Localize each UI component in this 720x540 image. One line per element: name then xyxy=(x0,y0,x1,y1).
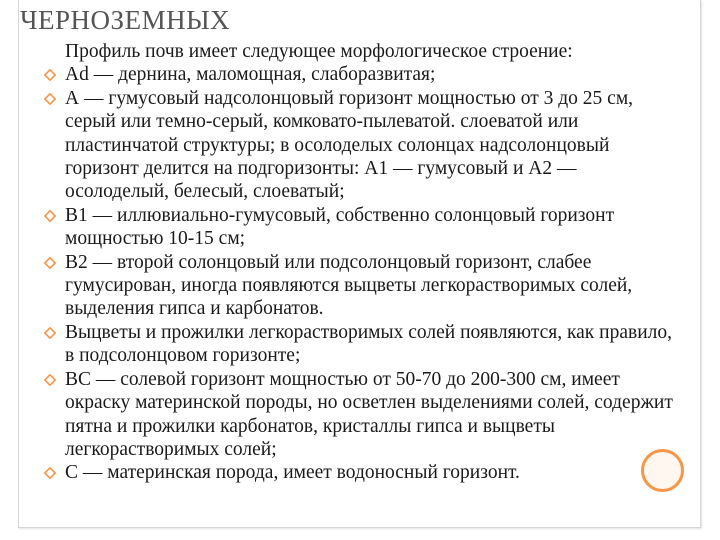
bullet-item xyxy=(44,204,684,251)
hollow-diamond-icon xyxy=(44,257,56,269)
hollow-diamond-icon xyxy=(44,374,56,386)
intro-text: Профиль почв имеет следующее морфологическое строение: xyxy=(65,41,573,62)
hollow-diamond-icon xyxy=(44,93,56,105)
bullet-text: В1 — иллювиально-гумусовый, собственно солонцовый горизонт мощностью 10-15 см; xyxy=(65,204,615,250)
bullet-item xyxy=(44,461,684,484)
bullet-item xyxy=(44,87,684,204)
bullet-item xyxy=(44,251,684,321)
bullet-text: ВС — солевой горизонт мощностью от 50-70 до 200-300 см, имеет окраску материнской породы, но осветлен выделениями солей, содержит пятна и прожилки карбонатов, кристаллы гипса и выцветы легкорастворимых солей; xyxy=(65,368,673,460)
hollow-diamond-icon xyxy=(44,210,56,222)
hollow-diamond-icon xyxy=(44,69,56,81)
decorative-circle xyxy=(641,449,684,492)
bullet-text: В2 — второй солонцовый или подсолонцовый горизонт, слабее гумусирован, иногда появляются выцветы легкорастворимых солей, выделения гипса и карбонатов. xyxy=(65,251,633,320)
bullet-item xyxy=(44,368,684,462)
hollow-diamond-icon xyxy=(44,327,56,339)
bullet-text: С — материнская порода, имеет водоносный горизонт. xyxy=(65,462,520,484)
slide-body xyxy=(44,40,684,485)
bullet-item xyxy=(44,63,684,86)
bullet-text: А — гумусовый надсолонцовый горизонт мощностью от 3 до 25 см, серый или темно-серый, комковато-пылеватой. слоеватой или пластинчатой структуры; в осолоделых солонцах надсолонцовый горизонт делится на подгоризонты: А1 — гумусовый и А2 — осолоделый, белесый, слоеватый; xyxy=(65,87,634,203)
hollow-diamond-icon xyxy=(44,467,56,479)
bullet-item xyxy=(44,321,684,368)
bullet-text: Ad — дернина, маломощная, слаборазвитая; xyxy=(65,64,436,86)
bullet-text: Выцветы и прожилки легкорастворимых солей появляются, как правило, в подсолонцовом горизонте; xyxy=(65,321,672,367)
slide-title: ЧЕРНОЗЕМНЫХ xyxy=(20,5,231,35)
